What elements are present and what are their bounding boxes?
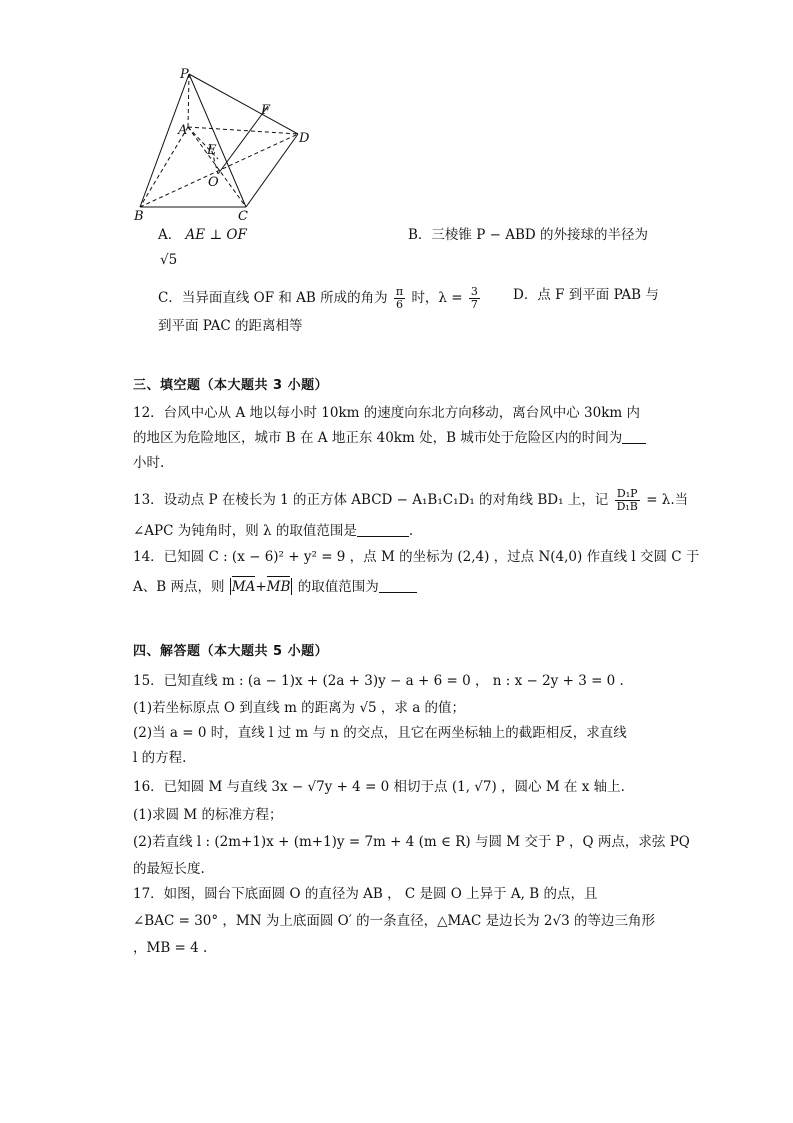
q14-line2-text: A、B 两点，则: [133, 579, 225, 595]
abs-bar-left: [230, 578, 231, 595]
option-b-continued: √5: [160, 252, 178, 268]
q13-ratio-fraction: [615, 488, 640, 513]
q17-line3: ，MB = 4 .: [133, 940, 208, 956]
q12-line3: 小时.: [133, 455, 165, 471]
q12-line1: 12．台风中心从 A 地以每小时 10km 的速度向东北方向移动，离台风中心 30km 内: [133, 405, 640, 421]
option-d: D．点 F 到平面 PAB 与: [513, 287, 659, 303]
q12-line2-text: 的地区为危险地区，城市 B 在 A 地正东 40km 处，B 城市处于危险区内的时间为: [133, 430, 623, 446]
option-a-math: AE ⊥ OF: [185, 227, 247, 243]
option-c-lambda-fraction: [469, 286, 480, 311]
angle-numerator: π: [395, 285, 404, 298]
q14-line1: 14．已知圆 C : (x − 6)² + y² = 9 ，点 M 的坐标为 (2,4) ，过点 N(4,0) 作直线 l 交圆 C 于: [133, 549, 700, 565]
vector-plus: +: [255, 579, 267, 595]
q13-line1-text: 13．设动点 P 在棱长为 1 的正方体 ABCD − A₁B₁C₁D₁ 的对角线 BD₁ 上，记: [133, 492, 609, 508]
option-c-text1: C．当异面直线 OF 和 AB 所成的角为: [158, 290, 388, 306]
q16-line4: 的最短长度.: [133, 861, 205, 877]
label-A: A: [178, 123, 188, 138]
q16-line1: 16．已知圆 M 与直线 3x − √7y + 4 = 0 相切于点 (1, √7) ，圆心 M 在 x 轴上.: [133, 779, 625, 795]
angle-denominator: 6: [396, 298, 404, 311]
section-3-heading: 三、填空题（本大题共 3 小题）: [133, 378, 329, 393]
q13-line2: [133, 522, 413, 540]
abs-bar-right: [291, 578, 292, 595]
q15-line1: 15．已知直线 m : (a − 1)x + (2a + 3)y − a + 6 = 0 ， n : x − 2y + 3 = 0 .: [133, 673, 624, 689]
label-C: C: [238, 209, 248, 224]
q14-answer-blank[interactable]: [379, 578, 417, 593]
edge-PB: [140, 74, 189, 207]
q13-line2-end: .: [408, 523, 414, 539]
q13-ratio-denominator: D₁B: [616, 500, 638, 513]
option-a: [158, 226, 247, 244]
q13-line1-end: = λ.当: [646, 492, 689, 508]
pyramid-figure: [128, 62, 328, 224]
q12-line2: [133, 429, 646, 447]
edge-AB: [140, 127, 188, 207]
option-c: [158, 286, 482, 311]
option-a-label: A．: [158, 227, 182, 243]
label-O: O: [208, 175, 219, 190]
q12-answer-blank[interactable]: [622, 429, 646, 444]
q14-line2-end: 的取值范围为: [297, 579, 379, 595]
edge-CD: [246, 134, 298, 207]
q16-line2: (1)求圆 M 的标准方程；: [133, 807, 283, 823]
option-b: [408, 226, 648, 244]
label-B: B: [134, 209, 144, 224]
label-P: P: [180, 67, 189, 82]
vector-MA: MA: [231, 579, 256, 595]
q17-line2: ∠BAC = 30° ，MN 为上底面圆 O′ 的一条直径，△MAC 是边长为 2√3 的等边三角形: [133, 913, 656, 929]
label-F: F: [261, 103, 271, 118]
vector-MB: MB: [266, 579, 291, 595]
option-b-text: B．三棱锥 P − ABD 的外接球的半径为: [408, 227, 648, 243]
section-4-heading: 四、解答题（本大题共 5 小题）: [133, 644, 329, 659]
option-d-continued: 到平面 PAC 的距离相等: [158, 318, 303, 334]
edge-PD: [189, 74, 298, 134]
lambda-numerator: 3: [470, 285, 478, 298]
pyramid-diagram: [128, 62, 328, 224]
label-D: D: [299, 131, 310, 146]
lambda-denominator: 7: [470, 298, 478, 311]
option-c-angle-fraction: [394, 286, 405, 311]
q13-answer-blank[interactable]: [357, 522, 409, 537]
q13-line1: [133, 488, 688, 513]
q13-line2-text: ∠APC 为钝角时，则 λ 的取值范围是: [133, 523, 357, 539]
q15-line2: (1)若坐标原点 O 到直线 m 的距离为 √5 ，求 a 的值；: [133, 700, 466, 716]
q14-line2: [133, 578, 417, 596]
q15-line4: l 的方程.: [133, 750, 187, 766]
option-c-text2: 时，λ =: [411, 290, 463, 306]
q15-line3: (2)当 a = 0 时，直线 l 过 m 与 n 的交点，且它在两坐标轴上的截距相反，求直线: [133, 725, 627, 741]
q16-line3: (2)若直线 l : (2m+1)x + (m+1)y = 7m + 4 (m ∈ R) 与圆 M 交于 P ，Q 两点，求弦 PQ: [133, 834, 690, 850]
label-E: E: [207, 143, 217, 158]
q13-ratio-numerator: D₁P: [615, 488, 640, 501]
edge-AD: [188, 127, 298, 134]
q17-line1: 17．如图，圆台下底面圆 O 的直径为 AB ， C 是圆 O 上异于 A, B 的点，且: [133, 886, 598, 902]
